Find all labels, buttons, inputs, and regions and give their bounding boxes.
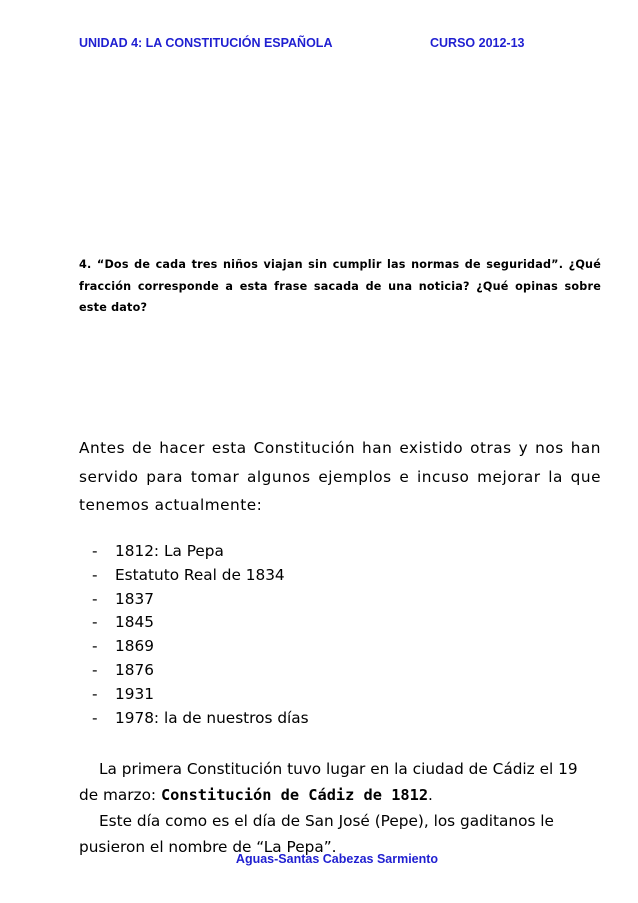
page-header bbox=[79, 36, 559, 56]
list-item bbox=[92, 564, 309, 588]
list-item-label: 1869 bbox=[115, 637, 154, 656]
history-line-2 bbox=[79, 782, 619, 808]
history-line-2-end: . bbox=[428, 786, 433, 804]
page-footer bbox=[0, 852, 638, 866]
history-paragraph bbox=[79, 756, 619, 860]
list-item bbox=[92, 611, 309, 635]
list-item bbox=[92, 588, 309, 612]
list-dash: - bbox=[92, 565, 98, 584]
author-name: Aguas-Santas Cabezas Sarmiento bbox=[235, 852, 439, 866]
list-item-label: 1845 bbox=[115, 613, 154, 632]
history-line-2-start: de marzo: bbox=[79, 786, 161, 804]
list-item bbox=[92, 659, 309, 683]
unit-title: UNIDAD 4: LA CONSTITUCIÓN ESPAÑOLA bbox=[79, 36, 333, 50]
list-item bbox=[92, 707, 309, 731]
course-label: CURSO 2012-13 bbox=[430, 36, 525, 50]
list-item-label: 1876 bbox=[115, 660, 154, 679]
list-item-label: 1837 bbox=[115, 589, 154, 608]
constitutions-list bbox=[92, 540, 309, 730]
list-dash: - bbox=[92, 660, 98, 679]
exercise-question: 4. “Dos de cada tres niños viajan sin cumplir las normas de seguridad”. ¿Qué fracción corresponde a esta frase sacada de una noticia? ¿Qué opinas sobre este dato? bbox=[79, 258, 601, 314]
list-item-label: 1812: La Pepa bbox=[115, 542, 224, 560]
list-item-label: Estatuto Real de 1834 bbox=[115, 565, 285, 584]
list-item bbox=[92, 683, 309, 707]
list-item-label: 1978: la de nuestros días bbox=[115, 708, 309, 727]
list-dash: - bbox=[92, 613, 98, 632]
cadiz-constitution-title: Constitución de Cádiz de 1812 bbox=[160, 786, 429, 804]
history-line-1: La primera Constitución tuvo lugar en la ciudad de Cádiz el 19 bbox=[99, 760, 578, 778]
list-item bbox=[92, 540, 309, 564]
list-dash: - bbox=[92, 684, 98, 703]
list-dash: - bbox=[92, 589, 98, 608]
list-item-label: 1931 bbox=[115, 684, 154, 703]
list-dash: - bbox=[92, 637, 98, 656]
history-line-4: pusieron el nombre de “La Pepa”. bbox=[79, 838, 337, 856]
intro-paragraph: Antes de hacer esta Constitución han existido otras y nos han servido para tomar algunos ejemplos e incuso mejorar la que tenemos actualmente: bbox=[79, 439, 601, 514]
history-line-3: Este día como es el día de San José (Pepe), los gaditanos le bbox=[99, 812, 554, 830]
list-dash: - bbox=[92, 542, 98, 560]
list-item bbox=[92, 635, 309, 659]
list-dash: - bbox=[92, 708, 98, 727]
